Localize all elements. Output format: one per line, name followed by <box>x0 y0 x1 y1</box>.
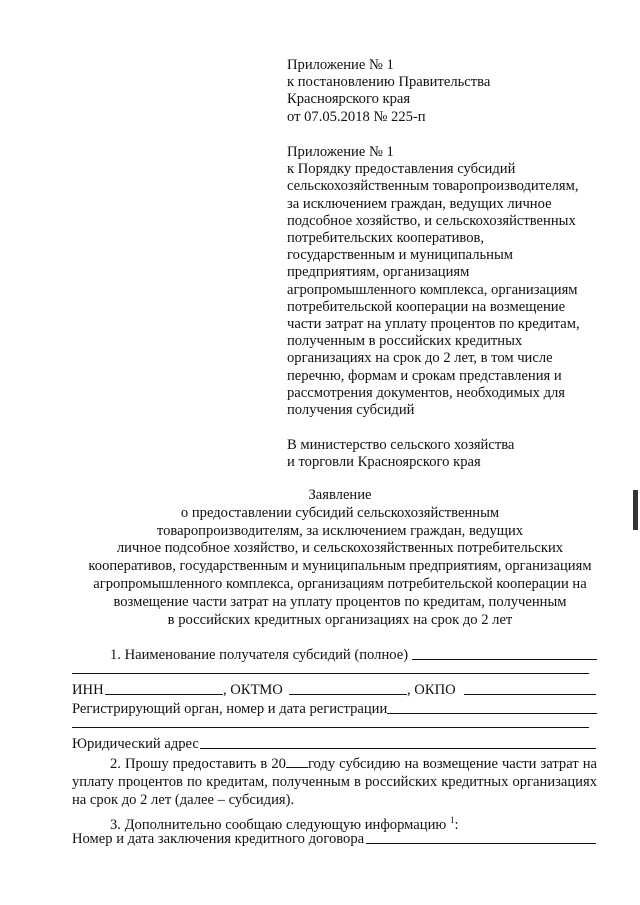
appendix-line: к постановлению Правительства <box>287 74 491 91</box>
inn-label: ИНН <box>72 682 104 698</box>
procedure-line: Приложение № 1 <box>287 144 394 160</box>
title-line: Заявление <box>308 487 372 503</box>
footnote-marker: 1 <box>449 815 455 825</box>
item3-colon: : <box>454 816 459 833</box>
procedure-line: предприятиям, организациям <box>287 264 470 281</box>
contract-field[interactable] <box>366 830 596 844</box>
item2-text-a: 2. Прошу предоставить в 20 <box>110 756 286 772</box>
item3-row <box>72 811 597 833</box>
item3-text: 3. Дополнительно сообщаю следующую информацию <box>110 816 447 833</box>
recipient-name-field[interactable] <box>412 646 597 660</box>
item2-text-b: году субсидию на возмещение части затрат на уплату процентов по кредитам, полученным в российских кредитных организациях на срок до 2 лет (далее – субсидия). <box>72 756 597 808</box>
appendix-to-procedure <box>287 144 617 419</box>
recipient-name-continuation <box>72 665 597 681</box>
procedure-line: части затрат на уплату процентов по кредитам, <box>287 316 580 333</box>
procedure-line: потребительских кооперативов, <box>287 230 485 247</box>
title-line: личное подсобное хозяйство, и сельскохозяйственных потребительских <box>116 540 564 557</box>
contract-label: Номер и дата заключения кредитного договора <box>72 831 365 847</box>
item2-paragraph <box>72 754 597 809</box>
registrar-continuation <box>72 719 597 735</box>
appendix-line: от 07.05.2018 № 225-п <box>287 108 426 125</box>
procedure-line: за исключением граждан, ведущих личное <box>287 195 552 212</box>
application-title <box>40 487 640 629</box>
procedure-line: получения субсидий <box>287 402 415 419</box>
address-label: Юридический адрес <box>72 736 199 752</box>
recipient-name-label: 1. Наименование получателя субсидий (полное) <box>110 647 409 663</box>
recipient-name-field-line2[interactable] <box>72 673 589 674</box>
title-line: товаропроизводителям, за исключением граждан, ведущих <box>156 522 524 539</box>
appendix-line: Красноярского края <box>287 91 411 108</box>
registrar-field-line2[interactable] <box>72 727 589 728</box>
procedure-line: рассмотрения документов, необходимых для <box>287 384 565 401</box>
procedure-line: потребительской кооперации на возмещение <box>287 298 566 315</box>
procedure-line: подсобное хозяйство, и сельскохозяйственных <box>287 212 576 229</box>
application-form <box>72 646 597 849</box>
recipient-name-row <box>72 646 597 665</box>
addressee-line: и торговли Красноярского края <box>287 454 481 471</box>
title-line: в российских кредитных организациях на срок до 2 лет <box>167 611 513 628</box>
procedure-line: перечню, формам и срокам представления и <box>287 367 562 384</box>
title-line: возмещение части затрат на уплату процентов по кредитам, полученным <box>113 593 567 610</box>
title-line: о предоставлении субсидий сельскохозяйственным <box>180 504 500 521</box>
title-line: агропромышленного комплекса, организациям потребительской кооперации на <box>93 575 587 592</box>
procedure-line: к Порядку предоставления субсидий <box>287 161 516 178</box>
oktmo-field[interactable] <box>289 681 407 695</box>
oktmo-label: , ОКТМО <box>223 682 283 698</box>
address-row <box>72 735 597 754</box>
procedure-line: сельскохозяйственным товаропроизводителям, <box>287 178 579 195</box>
procedure-line: организациях на срок до 2 лет, в том числе <box>287 350 553 367</box>
okpo-label: , ОКПО <box>407 682 456 698</box>
appendix-to-resolution <box>287 57 617 126</box>
procedure-line: государственным и муниципальным <box>287 247 514 264</box>
scan-edge-mark <box>633 490 638 530</box>
appendix-line: Приложение № 1 <box>287 57 394 73</box>
registrar-field[interactable] <box>387 700 597 714</box>
addressee-block <box>287 437 617 471</box>
address-field[interactable] <box>200 735 596 749</box>
contract-row <box>72 830 597 849</box>
procedure-line: агропромышленного комплекса, организациям <box>287 281 578 298</box>
year-field[interactable] <box>286 754 308 768</box>
addressee-line: В министерство сельского хозяйства <box>287 437 515 453</box>
procedure-line: полученным в российских кредитных <box>287 333 523 350</box>
title-line: кооперативов, государственным и муниципальным предприятиям, организациям <box>88 558 592 575</box>
okpo-field[interactable] <box>464 681 596 695</box>
codes-row <box>72 681 597 700</box>
registrar-label: Регистрирующий орган, номер и дата регистрации <box>72 701 388 717</box>
inn-field[interactable] <box>105 681 223 695</box>
registrar-row <box>72 700 597 719</box>
